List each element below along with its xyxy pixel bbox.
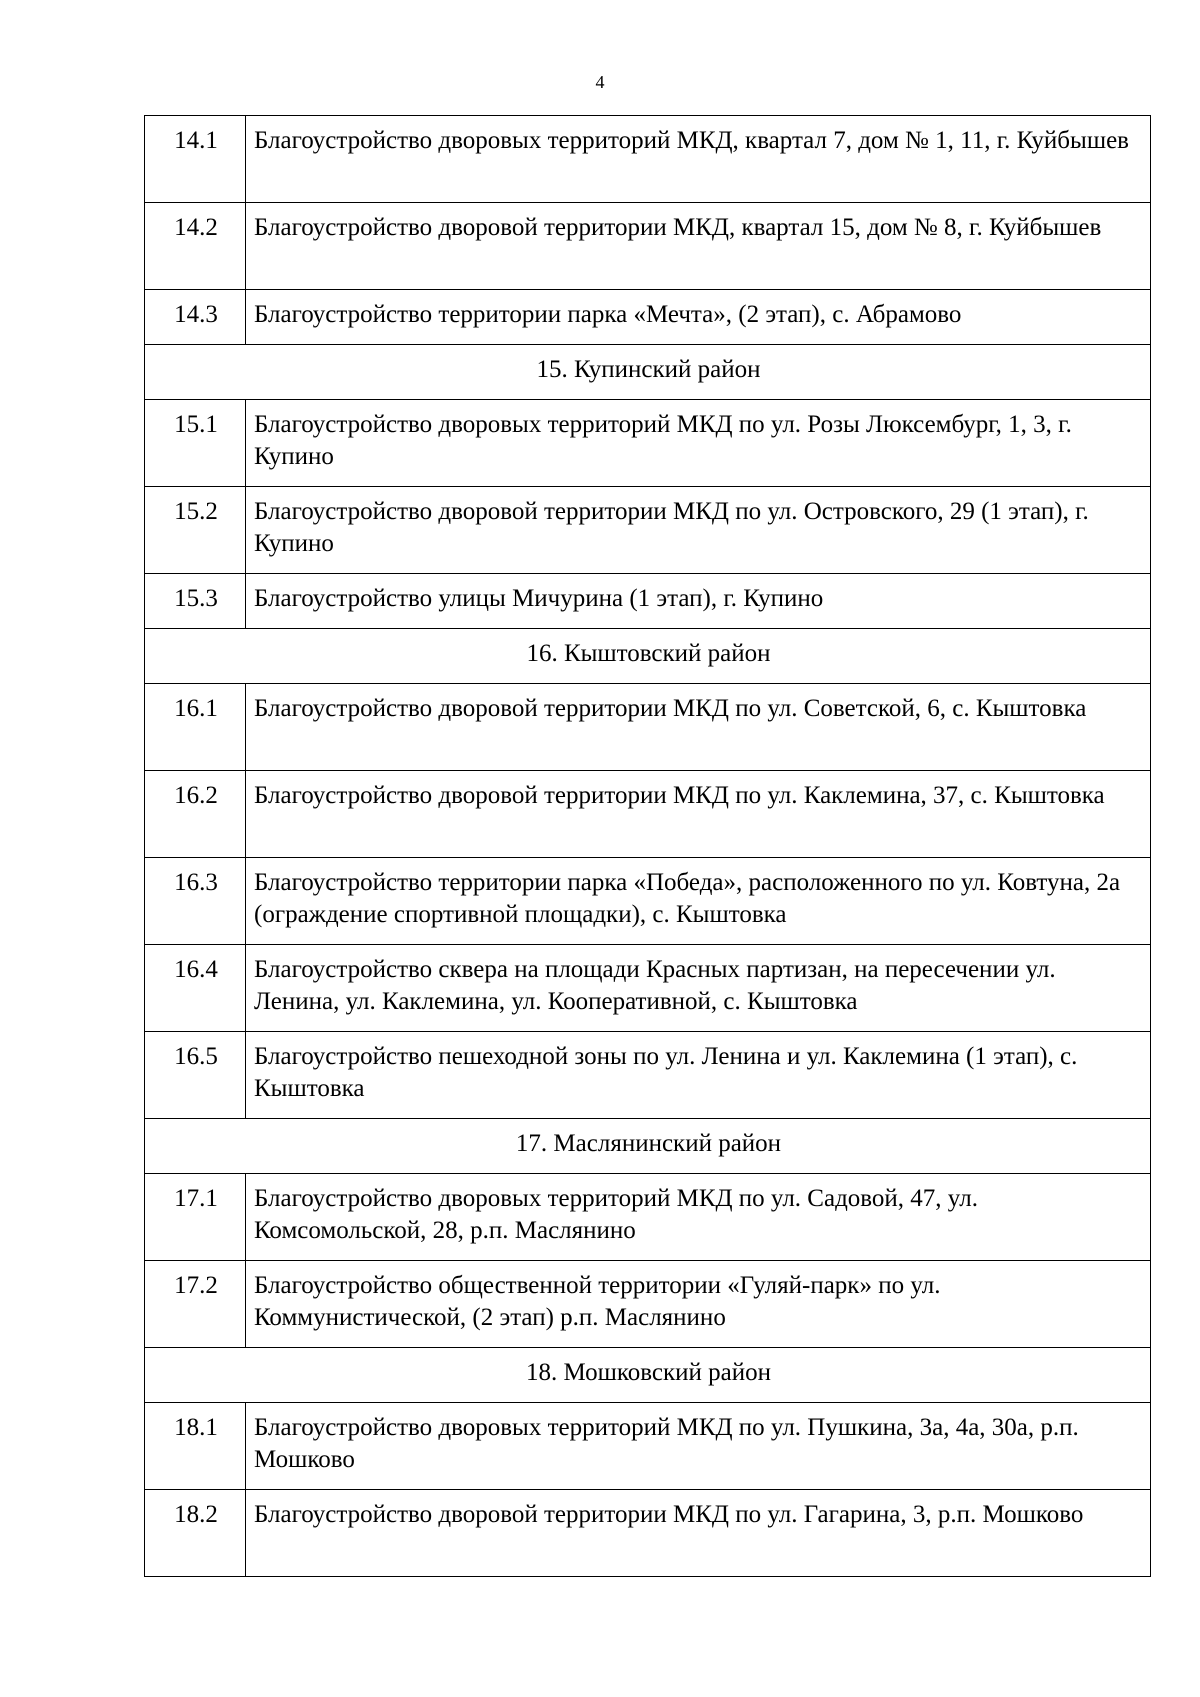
item-number: 16.2 — [145, 771, 246, 858]
item-description: Благоустройство территории парка «Победа», расположенного по ул. Ковтуна, 2а (ограждение спортивной площадки), с. Кыштовка — [246, 858, 1151, 945]
table-row — [145, 400, 1151, 487]
item-description: Благоустройство дворовой территории МКД по ул. Гагарина, 3, р.п. Мошково — [246, 1490, 1151, 1577]
page-number: 4 — [595, 72, 605, 92]
item-number: 14.3 — [145, 290, 246, 345]
item-number: 17.1 — [145, 1174, 246, 1261]
table-row — [145, 858, 1151, 945]
section-title: 17. Маслянинский район — [145, 1119, 1151, 1174]
item-description: Благоустройство дворовых территорий МКД по ул. Пушкина, 3а, 4а, 30а, р.п. Мошково — [246, 1403, 1151, 1490]
section-title: 18. Мошковский район — [145, 1348, 1151, 1403]
section-header-row — [145, 1348, 1151, 1403]
item-number: 15.2 — [145, 487, 246, 574]
table-row — [145, 1174, 1151, 1261]
table-row — [145, 945, 1151, 1032]
item-description: Благоустройство пешеходной зоны по ул. Ленина и ул. Каклемина (1 этап), с. Кыштовка — [246, 1032, 1151, 1119]
item-number: 14.1 — [145, 116, 246, 203]
item-description: Благоустройство дворовых территорий МКД по ул. Розы Люксембург, 1, 3, г. Купино — [246, 400, 1151, 487]
table-row — [145, 487, 1151, 574]
item-number: 15.1 — [145, 400, 246, 487]
item-description: Благоустройство дворовой территории МКД, квартал 15, дом № 8, г. Куйбышев — [246, 203, 1151, 290]
item-number: 16.3 — [145, 858, 246, 945]
item-number: 14.2 — [145, 203, 246, 290]
item-description: Благоустройство общественной территории «Гуляй-парк» по ул. Коммунистической, (2 этап) р.п. Маслянино — [246, 1261, 1151, 1348]
item-number: 16.5 — [145, 1032, 246, 1119]
item-number: 18.2 — [145, 1490, 246, 1577]
section-header-row — [145, 1119, 1151, 1174]
item-description: Благоустройство дворовой территории МКД по ул. Островского, 29 (1 этап), г. Купино — [246, 487, 1151, 574]
table-row — [145, 1403, 1151, 1490]
table-row — [145, 684, 1151, 771]
section-header-row — [145, 345, 1151, 400]
item-number: 18.1 — [145, 1403, 246, 1490]
item-description: Благоустройство территории парка «Мечта», (2 этап), с. Абрамово — [246, 290, 1151, 345]
item-description: Благоустройство дворовых территорий МКД, квартал 7, дом № 1, 11, г. Куйбышев — [246, 116, 1151, 203]
section-title: 16. Кыштовский район — [145, 629, 1151, 684]
table-row — [145, 1261, 1151, 1348]
item-number: 15.3 — [145, 574, 246, 629]
table-row — [145, 116, 1151, 203]
item-description: Благоустройство дворовых территорий МКД по ул. Садовой, 47, ул. Комсомольской, 28, р.п. Маслянино — [246, 1174, 1151, 1261]
table-row — [145, 290, 1151, 345]
projects-table — [144, 115, 1151, 1577]
section-title: 15. Купинский район — [145, 345, 1151, 400]
table-row — [145, 574, 1151, 629]
table-row — [145, 771, 1151, 858]
table-row — [145, 1490, 1151, 1577]
item-description: Благоустройство сквера на площади Красных партизан, на пересечении ул. Ленина, ул. Каклемина, ул. Кооперативной, с. Кыштовка — [246, 945, 1151, 1032]
item-number: 16.4 — [145, 945, 246, 1032]
item-number: 16.1 — [145, 684, 246, 771]
item-number: 17.2 — [145, 1261, 246, 1348]
item-description: Благоустройство улицы Мичурина (1 этап), г. Купино — [246, 574, 1151, 629]
item-description: Благоустройство дворовой территории МКД по ул. Советской, 6, с. Кыштовка — [246, 684, 1151, 771]
section-header-row — [145, 629, 1151, 684]
table-row — [145, 203, 1151, 290]
item-description: Благоустройство дворовой территории МКД по ул. Каклемина, 37, с. Кыштовка — [246, 771, 1151, 858]
table-row — [145, 1032, 1151, 1119]
